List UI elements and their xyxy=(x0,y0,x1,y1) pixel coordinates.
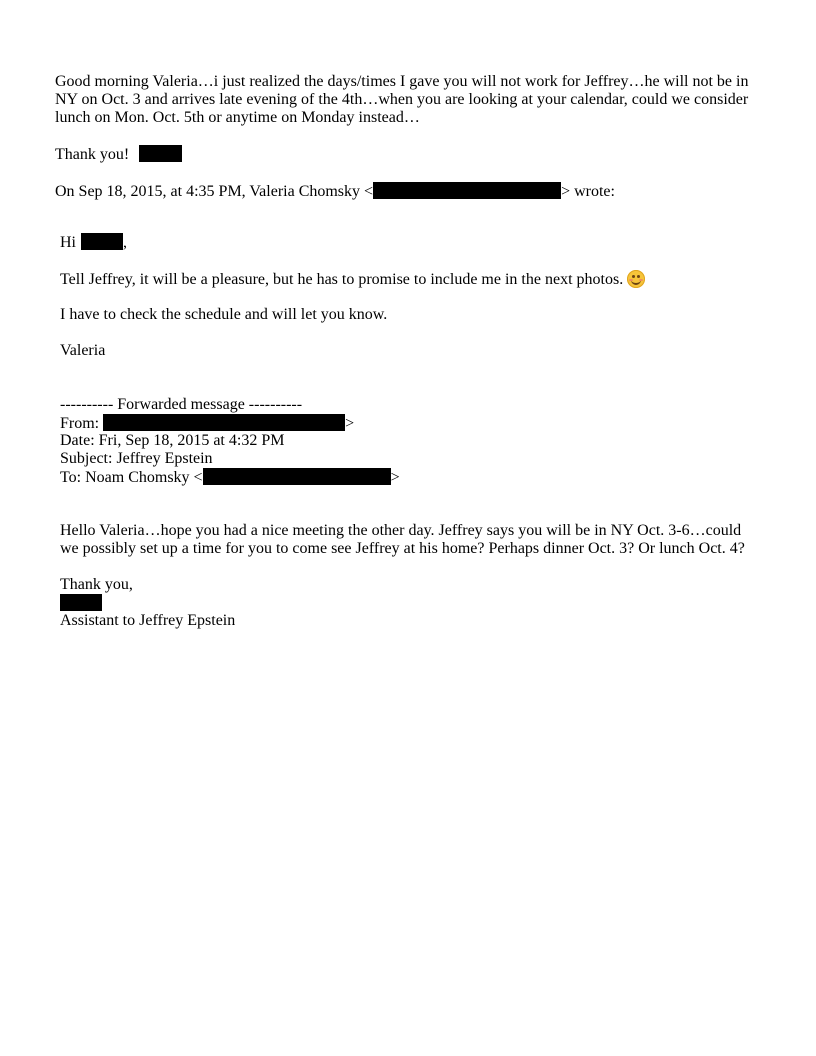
valeria-line-2: I have to check the schedule and will let you know. xyxy=(60,306,388,323)
smiling-face-icon xyxy=(627,270,645,288)
quote-header-suffix: > wrote: xyxy=(561,183,615,200)
reply-thanks: Thank you! xyxy=(55,146,130,163)
quote-header-prefix: On Sep 18, 2015, at 4:35 PM, Valeria Chomsky < xyxy=(55,183,374,200)
original-line-2: we possibly set up a time for you to come see Jeffrey at his home? Perhaps dinner Oct. 3? Or lunch Oct. 4? xyxy=(60,540,745,557)
forwarded-separator: ---------- Forwarded message ---------- xyxy=(60,396,303,413)
reply-line-1: Good morning Valeria…i just realized the days/times I gave you will not work for Jeffrey…he will not be in xyxy=(55,73,749,90)
valeria-line-1 xyxy=(60,270,645,289)
greeting-line xyxy=(60,233,127,252)
original-closing: Thank you, xyxy=(60,576,133,593)
to-prefix: To: Noam Chomsky < xyxy=(60,469,203,486)
redacted-to-address xyxy=(203,468,391,485)
original-line-1: Hello Valeria…hope you had a nice meeting the other day. Jeffrey says you will be in NY Oct. 3-6…could xyxy=(60,522,742,539)
valeria-line-1-text: Tell Jeffrey, it will be a pleasure, but he has to promise to include me in the next photos. xyxy=(60,271,624,288)
redacted-sender-name xyxy=(60,594,102,611)
forwarded-from xyxy=(60,414,354,433)
reply-line-3: lunch on Mon. Oct. 5th or anytime on Monday instead… xyxy=(55,109,420,126)
reply-line-2: NY on Oct. 3 and arrives late evening of the 4th…when you are looking at your calendar, could we consider xyxy=(55,91,749,108)
from-suffix: > xyxy=(345,415,355,432)
redacted-email-address xyxy=(373,182,561,199)
original-signature-title: Assistant to Jeffrey Epstein xyxy=(60,612,236,629)
redacted-signature xyxy=(139,145,182,162)
valeria-signature: Valeria xyxy=(60,342,106,359)
greeting-punct: , xyxy=(123,234,127,251)
greeting-text: Hi xyxy=(60,234,76,251)
from-label: From: xyxy=(60,415,100,432)
forwarded-date: Date: Fri, Sep 18, 2015 at 4:32 PM xyxy=(60,432,285,449)
forwarded-to xyxy=(60,468,400,487)
redacted-name xyxy=(81,233,123,250)
quote-header xyxy=(55,182,615,201)
to-suffix: > xyxy=(390,469,400,486)
redacted-from-address xyxy=(103,414,345,431)
reply-thanks-line xyxy=(55,145,182,164)
redacted-sender-name-line xyxy=(60,594,102,613)
forwarded-subject: Subject: Jeffrey Epstein xyxy=(60,450,213,467)
